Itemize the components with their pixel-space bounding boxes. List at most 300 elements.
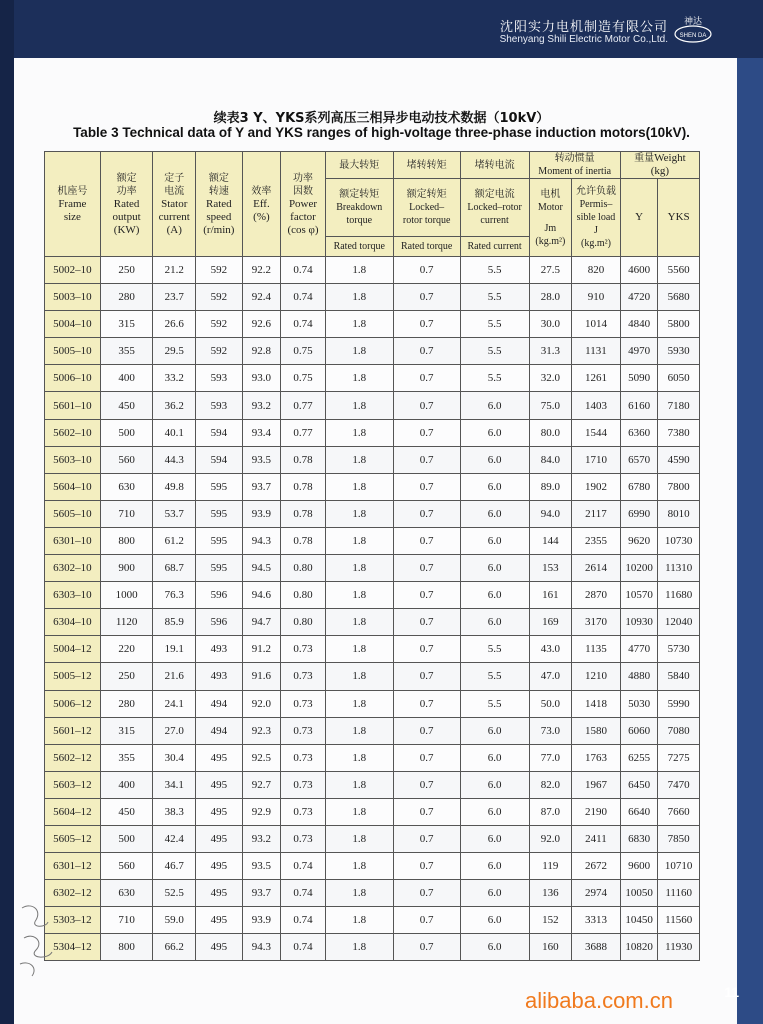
cell-current: 33.2: [153, 365, 196, 392]
cell-frame: 5005–10: [45, 338, 101, 365]
cell-locked-current: 5.5: [460, 311, 529, 338]
cell-inertia-motor: 136: [529, 880, 572, 907]
col-frame: 机座号 Frame size: [45, 152, 101, 257]
cell-weight-y: 6255: [620, 744, 658, 771]
cell-breakdown: 1.8: [325, 636, 393, 663]
cell-output: 560: [100, 853, 153, 880]
cell-locked-torque: 0.7: [393, 284, 460, 311]
cell-locked-torque: 0.7: [393, 636, 460, 663]
cell-eff: 93.7: [242, 880, 281, 907]
cell-output: 1120: [100, 609, 153, 636]
table-row: [45, 798, 700, 825]
cell-speed: 495: [196, 853, 243, 880]
cell-inertia-motor: 75.0: [529, 392, 572, 419]
cell-locked-current: 5.5: [460, 663, 529, 690]
cell-frame: 5602–10: [45, 419, 101, 446]
cell-output: 710: [100, 500, 153, 527]
cell-speed: 495: [196, 798, 243, 825]
cell-breakdown: 1.8: [325, 500, 393, 527]
cell-inertia-motor: 161: [529, 582, 572, 609]
cell-breakdown: 1.8: [325, 419, 393, 446]
cell-locked-torque: 0.7: [393, 555, 460, 582]
right-band: [737, 58, 763, 1024]
cell-output: 315: [100, 311, 153, 338]
cell-pf: 0.73: [281, 663, 326, 690]
table-row: [45, 934, 700, 961]
watermark: alibaba.com.cn: [525, 988, 673, 1013]
left-band: [0, 0, 14, 1024]
cell-output: 630: [100, 880, 153, 907]
cell-locked-current: 6.0: [460, 825, 529, 852]
cell-breakdown: 1.8: [325, 798, 393, 825]
cell-breakdown: 1.8: [325, 392, 393, 419]
cell-inertia-load: 1014: [572, 311, 621, 338]
cell-output: 355: [100, 744, 153, 771]
cell-speed: 495: [196, 934, 243, 961]
cell-inertia-load: 1710: [572, 446, 621, 473]
cell-locked-torque: 0.7: [393, 853, 460, 880]
col-current: 定子 电流 Stator current (A): [153, 152, 196, 257]
cell-frame: 6303–10: [45, 582, 101, 609]
cell-inertia-load: 1967: [572, 771, 621, 798]
cell-frame: 5002–10: [45, 257, 101, 284]
cell-eff: 93.2: [242, 392, 281, 419]
cell-weight-y: 10200: [620, 555, 658, 582]
cell-weight-yks: 7660: [658, 798, 700, 825]
cell-weight-yks: 5930: [658, 338, 700, 365]
cell-speed: 595: [196, 555, 243, 582]
cell-inertia-motor: 30.0: [529, 311, 572, 338]
table-row: [45, 907, 700, 934]
cell-pf: 0.78: [281, 500, 326, 527]
col-breakdown-top: 最大转矩: [325, 152, 393, 179]
table-row: [45, 853, 700, 880]
cell-current: 27.0: [153, 717, 196, 744]
cell-weight-y: 6640: [620, 798, 658, 825]
cell-weight-y: 4600: [620, 257, 658, 284]
cell-locked-torque: 0.7: [393, 582, 460, 609]
cell-breakdown: 1.8: [325, 744, 393, 771]
cell-eff: 93.9: [242, 907, 281, 934]
cell-locked-current: 5.5: [460, 365, 529, 392]
cell-output: 450: [100, 392, 153, 419]
cell-weight-yks: 5840: [658, 663, 700, 690]
cell-output: 280: [100, 690, 153, 717]
cell-weight-y: 4840: [620, 311, 658, 338]
cell-pf: 0.74: [281, 257, 326, 284]
logo-text-cn: 神达: [683, 17, 703, 27]
cell-current: 46.7: [153, 853, 196, 880]
cell-weight-yks: 8010: [658, 500, 700, 527]
cell-pf: 0.74: [281, 311, 326, 338]
cell-locked-torque: 0.7: [393, 500, 460, 527]
cell-inertia-load: 820: [572, 257, 621, 284]
cell-pf: 0.74: [281, 284, 326, 311]
cell-inertia-load: 1902: [572, 473, 621, 500]
cell-current: 61.2: [153, 527, 196, 554]
cell-pf: 0.73: [281, 636, 326, 663]
col-weight-y: Y: [620, 179, 658, 257]
table-row: [45, 527, 700, 554]
cell-pf: 0.73: [281, 690, 326, 717]
cell-frame: 5304–12: [45, 934, 101, 961]
cell-speed: 595: [196, 500, 243, 527]
cell-locked-current: 6.0: [460, 555, 529, 582]
logo-text-en: SHEN DA: [679, 33, 707, 39]
cell-weight-y: 9600: [620, 853, 658, 880]
cell-eff: 94.7: [242, 609, 281, 636]
col-locked-torque-mid: 额定转矩 Locked– rotor torque: [393, 179, 460, 237]
cell-eff: 92.5: [242, 744, 281, 771]
cell-inertia-motor: 47.0: [529, 663, 572, 690]
cell-inertia-motor: 50.0: [529, 690, 572, 717]
cell-weight-yks: 12040: [658, 609, 700, 636]
cell-inertia-load: 1544: [572, 419, 621, 446]
cell-inertia-motor: 28.0: [529, 284, 572, 311]
cell-eff: 92.7: [242, 771, 281, 798]
cell-locked-current: 6.0: [460, 609, 529, 636]
cell-frame: 6302–12: [45, 880, 101, 907]
cell-locked-current: 6.0: [460, 527, 529, 554]
cell-speed: 595: [196, 527, 243, 554]
cell-eff: 93.7: [242, 473, 281, 500]
cell-frame: 5005–12: [45, 663, 101, 690]
cell-eff: 92.6: [242, 311, 281, 338]
handwritten-annotation: [18, 898, 58, 978]
cell-weight-y: 6990: [620, 500, 658, 527]
cell-inertia-load: 1763: [572, 744, 621, 771]
col-breakdown-bottom: Rated torque: [325, 237, 393, 257]
cell-pf: 0.78: [281, 527, 326, 554]
table-row: [45, 392, 700, 419]
table-row: [45, 636, 700, 663]
cell-breakdown: 1.8: [325, 663, 393, 690]
cell-current: 26.6: [153, 311, 196, 338]
cell-weight-y: 10570: [620, 582, 658, 609]
cell-frame: 5603–10: [45, 446, 101, 473]
cell-inertia-motor: 152: [529, 907, 572, 934]
cell-locked-current: 5.5: [460, 636, 529, 663]
cell-current: 36.2: [153, 392, 196, 419]
cell-locked-torque: 0.7: [393, 798, 460, 825]
cell-current: 85.9: [153, 609, 196, 636]
cell-frame: 5605–10: [45, 500, 101, 527]
cell-inertia-motor: 80.0: [529, 419, 572, 446]
table-row: [45, 500, 700, 527]
cell-current: 40.1: [153, 419, 196, 446]
cell-locked-current: 6.0: [460, 582, 529, 609]
cell-frame: 5004–12: [45, 636, 101, 663]
cell-locked-torque: 0.7: [393, 473, 460, 500]
cell-output: 560: [100, 446, 153, 473]
cell-eff: 92.3: [242, 717, 281, 744]
cell-speed: 495: [196, 907, 243, 934]
cell-weight-y: 5090: [620, 365, 658, 392]
cell-speed: 594: [196, 419, 243, 446]
cell-speed: 494: [196, 690, 243, 717]
cell-eff: 92.9: [242, 798, 281, 825]
cell-weight-y: 9620: [620, 527, 658, 554]
cell-locked-current: 6.0: [460, 473, 529, 500]
cell-inertia-motor: 89.0: [529, 473, 572, 500]
cell-frame: 6301–12: [45, 853, 101, 880]
cell-breakdown: 1.8: [325, 365, 393, 392]
cell-inertia-motor: 84.0: [529, 446, 572, 473]
cell-pf: 0.75: [281, 338, 326, 365]
cell-locked-torque: 0.7: [393, 825, 460, 852]
cell-weight-yks: 10710: [658, 853, 700, 880]
cell-frame: 5601–12: [45, 717, 101, 744]
cell-speed: 493: [196, 636, 243, 663]
cell-locked-torque: 0.7: [393, 717, 460, 744]
cell-weight-yks: 11560: [658, 907, 700, 934]
cell-weight-y: 6360: [620, 419, 658, 446]
table-row: [45, 555, 700, 582]
cell-pf: 0.80: [281, 582, 326, 609]
cell-weight-y: 4970: [620, 338, 658, 365]
table-row: [45, 717, 700, 744]
cell-locked-current: 6.0: [460, 853, 529, 880]
cell-inertia-load: 1135: [572, 636, 621, 663]
cell-current: 38.3: [153, 798, 196, 825]
table-row: [45, 338, 700, 365]
cell-inertia-load: 1580: [572, 717, 621, 744]
cell-frame: 5605–12: [45, 825, 101, 852]
cell-inertia-load: 2355: [572, 527, 621, 554]
table-row: [45, 825, 700, 852]
cell-locked-torque: 0.7: [393, 609, 460, 636]
cell-frame: 5604–10: [45, 473, 101, 500]
cell-breakdown: 1.8: [325, 717, 393, 744]
cell-eff: 91.2: [242, 636, 281, 663]
cell-pf: 0.77: [281, 392, 326, 419]
cell-breakdown: 1.8: [325, 690, 393, 717]
col-speed: 额定 转速 Rated speed (r/min): [196, 152, 243, 257]
cell-speed: 493: [196, 663, 243, 690]
cell-frame: 5602–12: [45, 744, 101, 771]
cell-eff: 94.3: [242, 527, 281, 554]
cell-pf: 0.73: [281, 744, 326, 771]
cell-inertia-load: 2672: [572, 853, 621, 880]
cell-weight-y: 6450: [620, 771, 658, 798]
cell-speed: 495: [196, 744, 243, 771]
cell-locked-torque: 0.7: [393, 392, 460, 419]
cell-current: 59.0: [153, 907, 196, 934]
cell-inertia-load: 3688: [572, 934, 621, 961]
cell-inertia-load: 1418: [572, 690, 621, 717]
cell-frame: 5303–12: [45, 907, 101, 934]
cell-eff: 92.8: [242, 338, 281, 365]
cell-eff: 93.4: [242, 419, 281, 446]
cell-weight-yks: 7080: [658, 717, 700, 744]
cell-output: 250: [100, 257, 153, 284]
cell-speed: 592: [196, 257, 243, 284]
table-row: [45, 744, 700, 771]
cell-current: 49.8: [153, 473, 196, 500]
cell-locked-current: 6.0: [460, 907, 529, 934]
cell-locked-current: 6.0: [460, 419, 529, 446]
cell-frame: 5004–10: [45, 311, 101, 338]
cell-locked-torque: 0.7: [393, 934, 460, 961]
cell-pf: 0.73: [281, 771, 326, 798]
cell-inertia-load: 3170: [572, 609, 621, 636]
cell-locked-torque: 0.7: [393, 365, 460, 392]
cell-inertia-motor: 160: [529, 934, 572, 961]
cell-inertia-load: 2870: [572, 582, 621, 609]
cell-pf: 0.74: [281, 853, 326, 880]
cell-weight-y: 6060: [620, 717, 658, 744]
cell-inertia-load: 2974: [572, 880, 621, 907]
cell-inertia-motor: 144: [529, 527, 572, 554]
cell-pf: 0.73: [281, 717, 326, 744]
cell-current: 52.5: [153, 880, 196, 907]
cell-output: 250: [100, 663, 153, 690]
table-row: [45, 473, 700, 500]
cell-pf: 0.74: [281, 934, 326, 961]
table-body: [45, 257, 700, 961]
cell-breakdown: 1.8: [325, 555, 393, 582]
cell-speed: 596: [196, 582, 243, 609]
cell-output: 630: [100, 473, 153, 500]
cell-breakdown: 1.8: [325, 771, 393, 798]
cell-current: 42.4: [153, 825, 196, 852]
cell-eff: 92.4: [242, 284, 281, 311]
cell-weight-y: 6570: [620, 446, 658, 473]
cell-locked-current: 5.5: [460, 338, 529, 365]
shenda-logo: [673, 10, 713, 50]
col-locked-current-bottom: Rated current: [460, 237, 529, 257]
cell-frame: 6302–10: [45, 555, 101, 582]
table-row: [45, 365, 700, 392]
cell-weight-yks: 5800: [658, 311, 700, 338]
table-title-en: Table 3 Technical data of Y and YKS ranges of high-voltage three-phase induction motors(10kV).: [73, 125, 690, 140]
cell-breakdown: 1.8: [325, 880, 393, 907]
cell-pf: 0.80: [281, 609, 326, 636]
cell-inertia-motor: 119: [529, 853, 572, 880]
cell-eff: 93.5: [242, 853, 281, 880]
cell-weight-yks: 11930: [658, 934, 700, 961]
cell-current: 34.1: [153, 771, 196, 798]
cell-weight-yks: 11160: [658, 880, 700, 907]
cell-eff: 94.6: [242, 582, 281, 609]
cell-speed: 593: [196, 392, 243, 419]
cell-eff: 94.3: [242, 934, 281, 961]
cell-weight-yks: 4590: [658, 446, 700, 473]
cell-locked-torque: 0.7: [393, 907, 460, 934]
cell-weight-y: 4770: [620, 636, 658, 663]
col-inertia: 转动惯量 Moment of inertia: [529, 152, 620, 179]
col-locked-torque-bottom: Rated torque: [393, 237, 460, 257]
cell-inertia-load: 1261: [572, 365, 621, 392]
cell-inertia-motor: 73.0: [529, 717, 572, 744]
cell-weight-y: 10050: [620, 880, 658, 907]
cell-frame: 5601–10: [45, 392, 101, 419]
cell-speed: 495: [196, 825, 243, 852]
cell-output: 710: [100, 907, 153, 934]
cell-weight-yks: 5990: [658, 690, 700, 717]
cell-output: 800: [100, 527, 153, 554]
cell-eff: 94.5: [242, 555, 281, 582]
cell-locked-current: 5.5: [460, 257, 529, 284]
cell-locked-current: 6.0: [460, 500, 529, 527]
cell-output: 355: [100, 338, 153, 365]
cell-weight-yks: 7470: [658, 771, 700, 798]
cell-speed: 595: [196, 473, 243, 500]
cell-breakdown: 1.8: [325, 934, 393, 961]
cell-breakdown: 1.8: [325, 609, 393, 636]
cell-frame: 5006–12: [45, 690, 101, 717]
company-name-cn: 沈阳实力电机制造有限公司: [499, 20, 668, 35]
cell-locked-torque: 0.7: [393, 690, 460, 717]
cell-weight-yks: 5680: [658, 284, 700, 311]
cell-output: 500: [100, 419, 153, 446]
cell-output: 1000: [100, 582, 153, 609]
page-number: 11: [724, 984, 739, 1000]
cell-inertia-load: 2190: [572, 798, 621, 825]
col-breakdown-mid: 额定转矩 Breakdown torque: [325, 179, 393, 237]
col-locked-current-mid: 额定电流 Locked–rotor current: [460, 179, 529, 237]
cell-locked-current: 6.0: [460, 392, 529, 419]
cell-inertia-motor: 92.0: [529, 825, 572, 852]
cell-weight-y: 6780: [620, 473, 658, 500]
cell-locked-current: 6.0: [460, 934, 529, 961]
cell-locked-current: 5.5: [460, 690, 529, 717]
cell-locked-torque: 0.7: [393, 446, 460, 473]
cell-eff: 93.5: [242, 446, 281, 473]
cell-inertia-motor: 77.0: [529, 744, 572, 771]
cell-current: 76.3: [153, 582, 196, 609]
cell-eff: 93.0: [242, 365, 281, 392]
technical-data-table: [44, 151, 700, 961]
cell-speed: 594: [196, 446, 243, 473]
cell-speed: 596: [196, 609, 243, 636]
cell-pf: 0.80: [281, 555, 326, 582]
cell-inertia-motor: 82.0: [529, 771, 572, 798]
cell-breakdown: 1.8: [325, 582, 393, 609]
cell-weight-y: 4720: [620, 284, 658, 311]
col-inertia-load: 允许负载 Permis– sible load J (kg.m²): [572, 179, 621, 257]
cell-current: 66.2: [153, 934, 196, 961]
cell-current: 44.3: [153, 446, 196, 473]
cell-frame: 5603–12: [45, 771, 101, 798]
cell-weight-y: 4880: [620, 663, 658, 690]
cell-inertia-load: 1131: [572, 338, 621, 365]
cell-output: 900: [100, 555, 153, 582]
cell-speed: 593: [196, 365, 243, 392]
company-name-en: Shenyang Shili Electric Motor Co.,Ltd.: [499, 34, 668, 45]
cell-speed: 592: [196, 338, 243, 365]
cell-locked-current: 5.5: [460, 284, 529, 311]
cell-weight-y: 6830: [620, 825, 658, 852]
cell-pf: 0.78: [281, 473, 326, 500]
cell-inertia-load: 2117: [572, 500, 621, 527]
cell-output: 500: [100, 825, 153, 852]
cell-locked-torque: 0.7: [393, 771, 460, 798]
cell-pf: 0.73: [281, 798, 326, 825]
col-locked-torque-top: 堵转转矩: [393, 152, 460, 179]
table-row: [45, 690, 700, 717]
cell-pf: 0.74: [281, 907, 326, 934]
cell-speed: 592: [196, 311, 243, 338]
col-weight: 重量Weight (kg): [620, 152, 699, 179]
cell-weight-yks: 7275: [658, 744, 700, 771]
cell-frame: 5003–10: [45, 284, 101, 311]
col-power-factor: 功率 因数 Power factor (cos φ): [281, 152, 326, 257]
cell-current: 21.6: [153, 663, 196, 690]
cell-inertia-load: 1210: [572, 663, 621, 690]
table-row: [45, 419, 700, 446]
cell-weight-yks: 7850: [658, 825, 700, 852]
